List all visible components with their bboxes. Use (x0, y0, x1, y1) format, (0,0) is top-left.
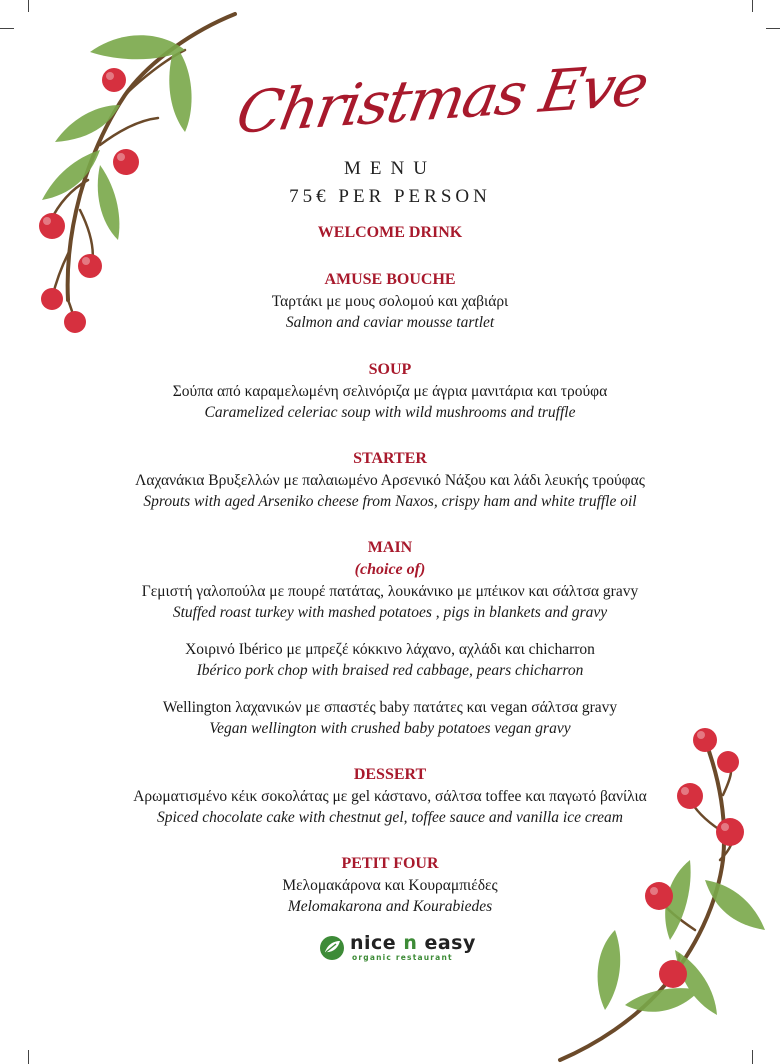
soup-heading: SOUP (368, 361, 412, 378)
amuse-bouche-greek: Ταρτάκι με μους σολομού και χαβιάρι (271, 293, 509, 310)
amuse-bouche-english: Salmon and caviar mousse tartlet (285, 314, 495, 331)
main-item-greek: Wellington λαχανικών με σπαστές baby πατάτες και vegan σάλτσα gravy (162, 699, 618, 716)
petit-four-heading: PETIT FOUR (341, 855, 439, 872)
logo-tagline: organic restaurant (352, 953, 453, 962)
main-item-english: Ibérico pork chop with braised red cabbage, pears chicharron (196, 662, 584, 679)
leaf-logo-icon (318, 934, 346, 962)
dessert-english: Spiced chocolate cake with chestnut gel, toffee sauce and vanilla ice cream (157, 809, 623, 826)
amuse-bouche-heading: AMUSE BOUCHE (324, 271, 456, 288)
restaurant-logo (318, 932, 476, 964)
petit-four-greek: Μελομακάρονα και Κουραμπιέδες (282, 877, 498, 894)
dessert-heading: DESSERT (353, 766, 427, 783)
starter-greek: Λαχανάκια Βρυξελλών με παλαιωμένο Αρσενικό Νάξου και λάδι λευκής τρούφας (135, 472, 645, 489)
crop-mark (28, 1050, 29, 1064)
soup-english: Caramelized celeriac soup with wild mushrooms and truffle (204, 404, 576, 421)
logo-word-n: n (403, 932, 418, 954)
dessert-greek: Αρωματισμένο κέικ σοκολάτας με gel κάστανο, σάλτσα toffee και παγωτό βανίλια (133, 788, 647, 805)
crop-mark (766, 28, 780, 29)
main-subtitle: (choice of) (354, 561, 426, 578)
crop-mark (752, 0, 753, 12)
page-title: Christmas Eve (231, 50, 653, 147)
main-item-greek: Γεμιστή γαλοπούλα με πουρέ πατάτας, λουκάνικο με μπέικον και σάλτσα gravy (141, 583, 639, 600)
main-item-greek: Χοιρινό Ibérico με μπρεζέ κόκκινο λάχανο, αχλάδι και chicharron (185, 641, 595, 658)
menu-label: MENU (344, 158, 436, 179)
main-item-english: Stuffed roast turkey with mashed potatoes , pigs in blankets and gravy (172, 604, 608, 621)
logo-word-easy: easy (417, 932, 476, 954)
logo-wordmark (350, 932, 476, 954)
soup-greek: Σούπα από καραμελωμένη σελινόριζα με άγρια μανιτάρια και τρούφα (172, 383, 608, 400)
main-item-english: Vegan wellington with crushed baby potatoes vegan gravy (209, 720, 571, 737)
menu-content (0, 220, 780, 917)
welcome-drink-heading: WELCOME DRINK (317, 224, 463, 241)
logo-word-nice: nice (350, 932, 404, 954)
petit-four-english: Melomakarona and Kourabiedes (287, 898, 493, 915)
price-label: 75€ PER PERSON (289, 186, 491, 207)
main-heading: MAIN (367, 539, 413, 556)
starter-english: Sprouts with aged Arseniko cheese from Naxos, crispy ham and white truffle oil (143, 493, 637, 510)
starter-heading: STARTER (353, 450, 427, 467)
